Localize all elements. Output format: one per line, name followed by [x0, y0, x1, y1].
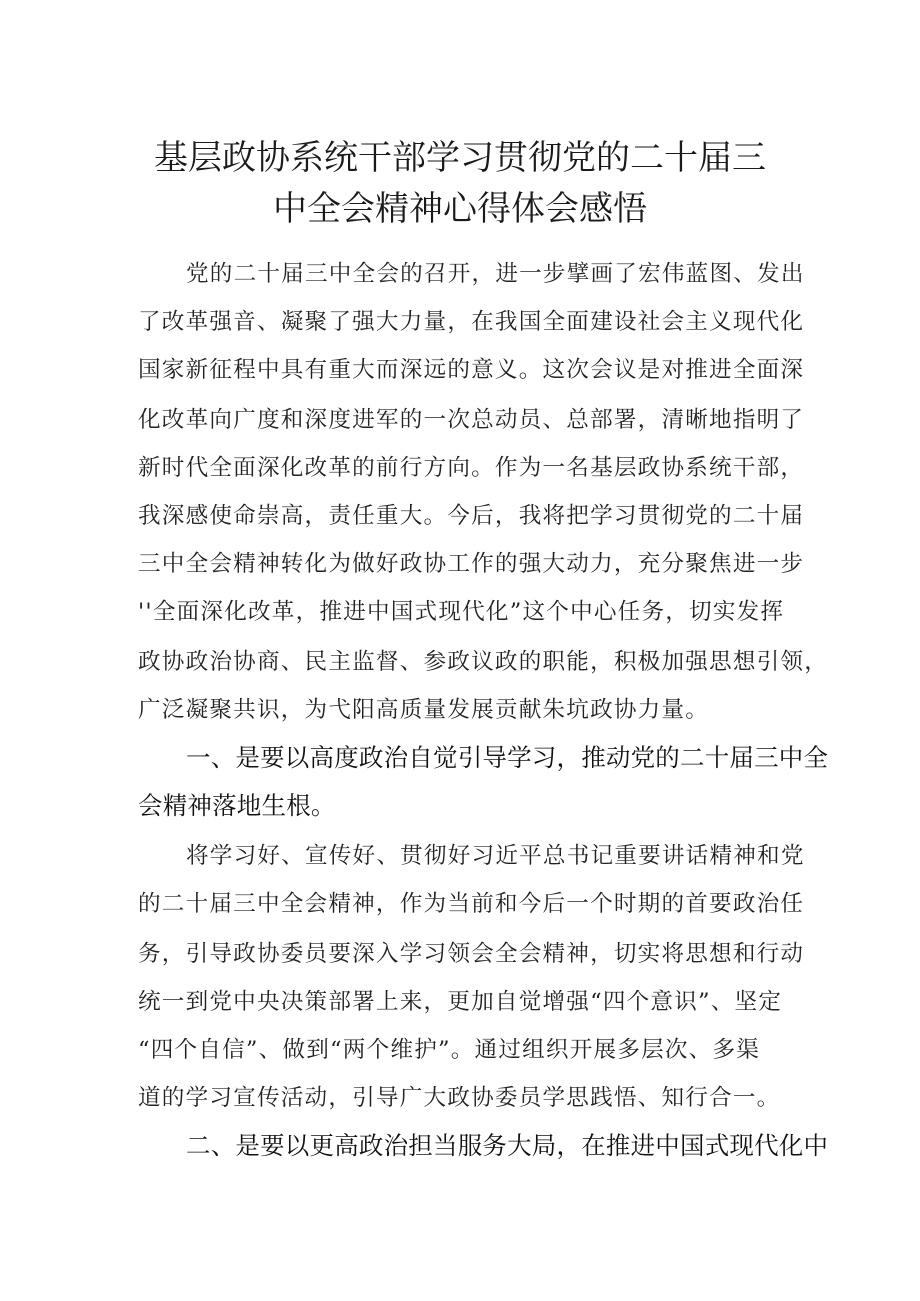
- section-heading-line: 二、是要以更高政治担当服务大局，在推进中国式现代化中: [186, 1131, 829, 1160]
- section-heading-line: 一、是要以高度政治自觉引导学习，推动党的二十届三中全: [186, 743, 829, 772]
- intro-line: 党的二十届三中全会的召开，进一步擘画了宏伟蓝图、发出: [186, 261, 805, 287]
- body-line: 将学习好、宣传好、贯彻好习近平总书记重要讲话精神和党: [186, 843, 805, 869]
- intro-line: 广泛凝聚共识，为弋阳高质量发展贡献朱坑政协力量。: [138, 697, 710, 723]
- body-line: 务，引导政协委员要深入学习领会全会精神，切实将思想和行动: [138, 941, 805, 967]
- intro-line: 政协政治协商、民主监督、参政议政的职能，积极加强思想引领，: [138, 649, 829, 675]
- body-line: 统一到党中央决策部署上来，更加自觉增强“四个意识”、坚定: [138, 989, 783, 1015]
- body-line: “四个自信”、做到“两个维护”。通过组织开展多层次、多渠: [138, 1037, 761, 1063]
- document-title-line-2: 中全会精神心得体会感悟: [273, 189, 647, 229]
- intro-line: 化改革向广度和深度进军的一次总动员、总部署，清晰地指明了: [138, 407, 805, 433]
- intro-line: 三中全会精神转化为做好政协工作的强大动力，充分聚焦进一步: [138, 551, 805, 577]
- section-heading-line: 会精神落地生根。: [138, 791, 336, 820]
- intro-line: ''全面深化改革，推进中国式现代化”这个中心任务，切实发挥: [138, 599, 785, 625]
- intro-line: 了改革强音、凝聚了强大力量，在我国全面建设社会主义现代化: [138, 309, 805, 335]
- intro-line: 新时代全面深化改革的前行方向。作为一名基层政协系统干部，: [138, 455, 805, 481]
- intro-line: 国家新征程中具有重大而深远的意义。这次会议是对推进全面深: [138, 357, 805, 383]
- body-line: 的二十届三中全会精神，作为当前和今后一个时期的首要政治任: [138, 891, 805, 917]
- intro-line: 我深感使命崇高，责任重大。今后，我将把学习贯彻党的二十届: [138, 503, 805, 529]
- body-line: 道的学习宣传活动，引导广大政协委员学思践悟、知行合一。: [138, 1085, 781, 1111]
- document-title-line-1: 基层政协系统干部学习贯彻党的二十届三: [154, 138, 766, 178]
